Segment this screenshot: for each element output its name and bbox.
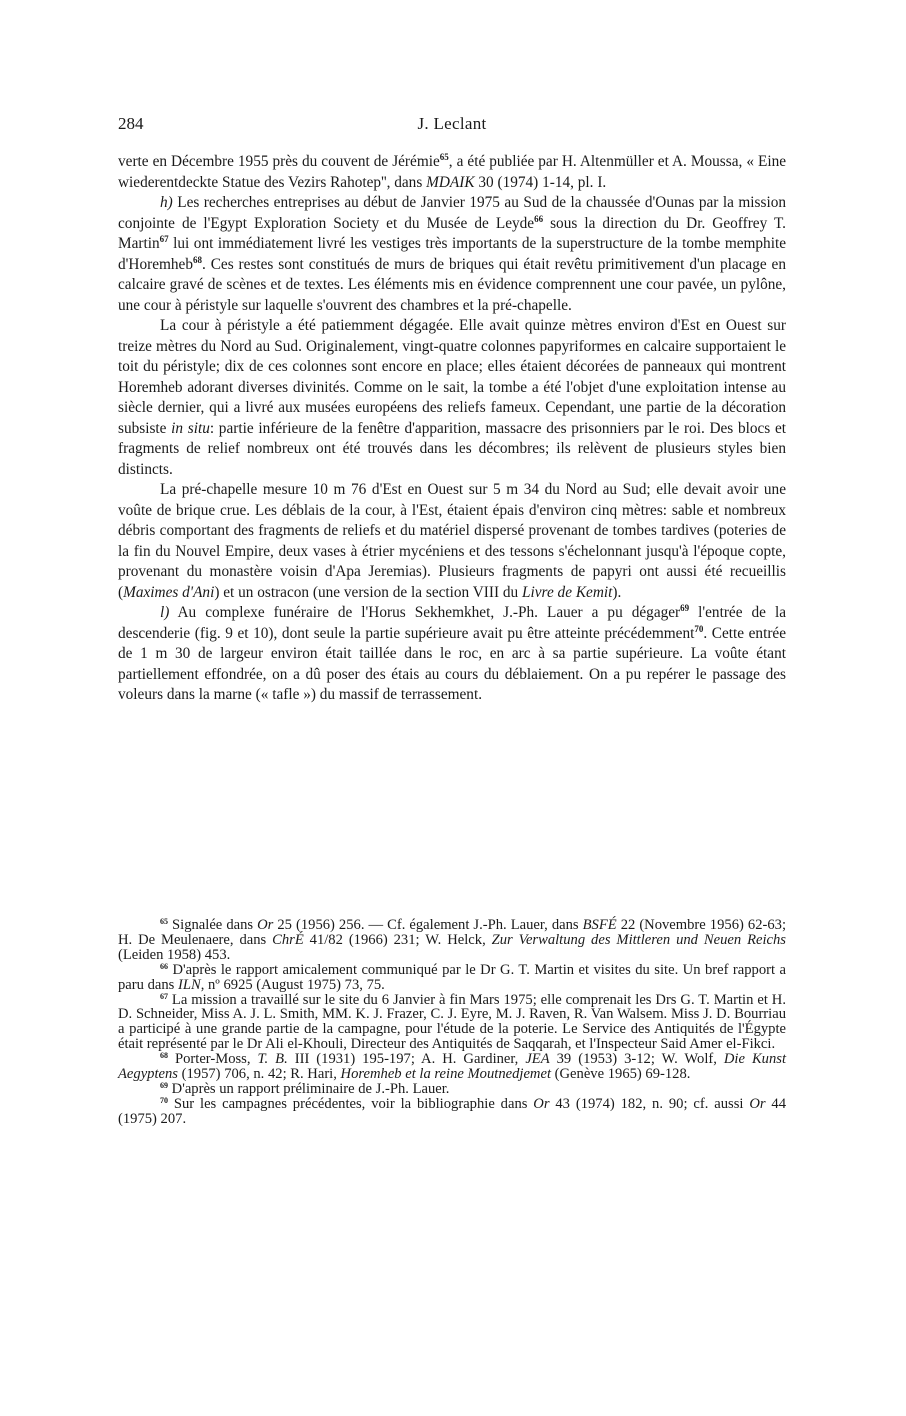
section-label: h) (160, 194, 173, 211)
text-run: : partie inférieure de la fenêtre d'apparition, massacre des prisonniers par le roi. Des blocs et fragments de relief nombreux ont été trouvés dans les décombres; ils relèvent de plusieurs styles bien distincts. (118, 419, 786, 478)
italic-title: Horemheb et la reine Moutnedjemet (340, 1066, 551, 1083)
text-run: La cour à péristyle a été patiemment dégagée. Elle avait quinze mètres environ d'Est en Ouest sur treize mètres du Nord au Sud. Originalement, vingt-quatre colonnes papyriformes en calcaire supportaient le toit du péristyle; dix de ces colonnes sont encore en place; elles étaient décorées de panneaux qui montrent Horemheb adorant diverses divinités. Comme on le sait, la tombe a été l'objet d'une exploitation intense au siècle dernier, qui a livré aux musées européens des reliefs fameux. Cependant, une partie de la décoration subsiste (118, 317, 786, 437)
text-run: 41/82 (1966) 231; W. Helck, (303, 931, 492, 948)
text-run: . Cette entrée de 1 m 30 de largeur environ était taillée dans le roc, en arc à sa partie supérieure. La voûte étant partiellement effondrée, on a dû poser des étais au cours du déblaiement. On a pu repérer le passage des voleurs dans la marne (« tafle ») du massif de terrassement. (118, 624, 786, 703)
footnote-70 (118, 1097, 786, 1127)
footnote-number: 70 (160, 1095, 168, 1105)
text-run: 43 (1974) 182, n. 90; cf. aussi (549, 1095, 750, 1112)
text-run: ). (612, 583, 622, 601)
text-run: sous la direction du Dr. Geoffrey T. Martin (118, 214, 787, 252)
footnote-66 (118, 963, 786, 993)
footnote-ref-66[interactable]: 66 (534, 213, 544, 224)
footnote-69 (118, 1082, 786, 1097)
running-head: J. Leclant (417, 114, 487, 133)
paragraph-pre-chapelle (118, 480, 786, 603)
text-run: Porter-Moss, (168, 1051, 258, 1068)
text-run: (1957) 706, n. 42; R. Hari, (177, 1066, 341, 1083)
italic-title: Or (533, 1095, 550, 1112)
footnote-ref-67[interactable]: 67 (159, 234, 169, 244)
text-run: , nº 6925 (August 1975) 73, 75. (200, 976, 385, 993)
text-run: D'après un rapport préliminaire de J.-Ph. Lauer. (168, 1080, 450, 1097)
text-run: Sur les campagnes précédentes, voir la bibliographie dans (168, 1095, 534, 1112)
footnote-number: 65 (160, 917, 168, 926)
italic-title: Die Kunst Aegyptens (118, 1051, 787, 1083)
footnote-65 (118, 918, 786, 963)
section-label: l) (160, 604, 170, 621)
text-run: 25 (1956) 256. — Cf. également J.-Ph. Lauer, dans (273, 917, 583, 933)
italic-title: Zur Verwaltung des Mittleren und Neuen Reichs (491, 931, 786, 948)
italic-title: Livre de Kemit (522, 583, 613, 601)
text-run: Les recherches entreprises au début de Janvier 1975 au Sud de la chaussée d'Ounas par la mission conjointe de l'Egypt Exploration Society et du Musée de Leyde (118, 194, 786, 232)
footnote-68 (118, 1052, 786, 1082)
text-run: (Leiden 1958) 453. (118, 946, 231, 963)
footnote-number: 68 (160, 1051, 168, 1061)
italic-title: ILN (177, 976, 201, 993)
text-run: 39 (1953) 3-12; W. Wolf, (549, 1051, 724, 1068)
text-run: lui ont immédiatement livré les vestiges très importants de la superstructure de la tombe memphite d'Horemheb (118, 235, 786, 273)
text-run: (Genève 1965) 69-128. (551, 1066, 691, 1083)
italic-title: JEA (525, 1051, 550, 1068)
footnote-number: 69 (160, 1080, 168, 1090)
text-run: verte en Décembre 1955 près du couvent de Jérémie (118, 153, 440, 170)
text-run: Signalée dans (168, 917, 258, 933)
footnote-ref-70[interactable]: 70 (694, 623, 704, 634)
main-text (118, 152, 786, 706)
italic-title: Or (749, 1095, 766, 1112)
footnote-ref-65[interactable]: 65 (439, 152, 449, 162)
text-run: l'entrée de la descenderie (fig. 9 et 10), dont seule la partie supérieure avait pu être atteinte précédemment (118, 604, 786, 642)
text-run: 44 (1975) 207. (118, 1095, 786, 1127)
paragraph-continuation (118, 152, 786, 193)
footnote-ref-69[interactable]: 69 (680, 603, 690, 613)
footnote-number: 67 (160, 991, 168, 1001)
footnote-number: 66 (160, 961, 168, 971)
footnote-67 (118, 993, 786, 1053)
journal-title: MDAIK (426, 173, 475, 191)
text-run: ) et un ostracon (une version de la section VIII du (214, 583, 523, 601)
text-run: 30 (1974) 1-14, pl. I. (474, 173, 607, 191)
footnotes (118, 918, 786, 1127)
italic-title: Or (257, 917, 274, 933)
italic-term: in situ (171, 419, 210, 437)
text-run: 22 (Novembre 1956) 62-63; H. De Meulenaere, dans (118, 917, 786, 948)
text-run: D'après le rapport amicalement communiqué par le Dr G. T. Martin et visites du site. Un bref rapport a paru dans (118, 961, 786, 993)
text-run: La pré-chapelle mesure 10 m 76 d'Est en Ouest sur 5 m 34 du Nord au Sud; elle devait avoir une voûte de brique crue. Les déblais de la cour, à l'Est, étaient épais d'environ cinq mètres: sable et nombreux débris comportant des fragments de reliefs et du matériel dispersé provenant de tombes tardives (poteries de la fin du Nouvel Empire, deux vases à étrier mycéniens et des tessons s'échelonnant jusqu'à l'époque copte, provenant du monastère voisin d'Apa Jeremias). Plusieurs fragments de papyri ont aussi été recueillis ( (118, 481, 786, 601)
footnote-ref-68[interactable]: 68 (192, 254, 202, 265)
text-run: Au complexe funéraire de l'Horus Sekhemkhet, J.-Ph. Lauer a pu dégager (169, 604, 681, 621)
text-run: III (1931) 195-197; A. H. Gardiner, (287, 1051, 526, 1068)
italic-title: T. B. (257, 1051, 288, 1068)
italic-title: Maximes d'Ani (123, 583, 215, 601)
text-run: La mission a travaillé sur le site du 6 Janvier à fin Mars 1975; elle comprenait les Drs G. T. Martin et H. D. Schneider, Miss A. J. L. Smith, MM. K. J. Frazer, C. J. Eyre, M. J. Raven, R. Van Walsem. Miss J. D. Bourriau a participé à une grande partie de la campagne, pour l'étude de la poterie. Le Service des Antiquités de l'Égypte était représenté par le Dr Ali el-Khouli, Directeur des Antiquités de Saqqarah, et l'Inspecteur Said Amer el-Fikci. (118, 991, 786, 1053)
paragraph-l (118, 603, 786, 706)
page-number: 284 (118, 114, 144, 133)
paragraph-h (118, 193, 786, 316)
italic-title: BSFÉ (582, 917, 617, 933)
page-header (118, 114, 786, 136)
text-run: , a été publiée par H. Altenmüller et A. Moussa, « Eine wiederentdeckte Statue des Vezirs Rahotep'', dans (118, 153, 787, 191)
text-run: . Ces restes sont constitués de murs de briques qui était revêtu primitivement d'un placage en calcaire gravé de scènes et de textes. Les éléments mis en évidence comprennent une cour pavée, un pylône, une cour à péristyle sur laquelle s'ouvrent des chambres et la pré-chapelle. (118, 255, 786, 314)
paragraph-peristyle (118, 316, 786, 480)
italic-title: ChrÉ (272, 931, 304, 948)
